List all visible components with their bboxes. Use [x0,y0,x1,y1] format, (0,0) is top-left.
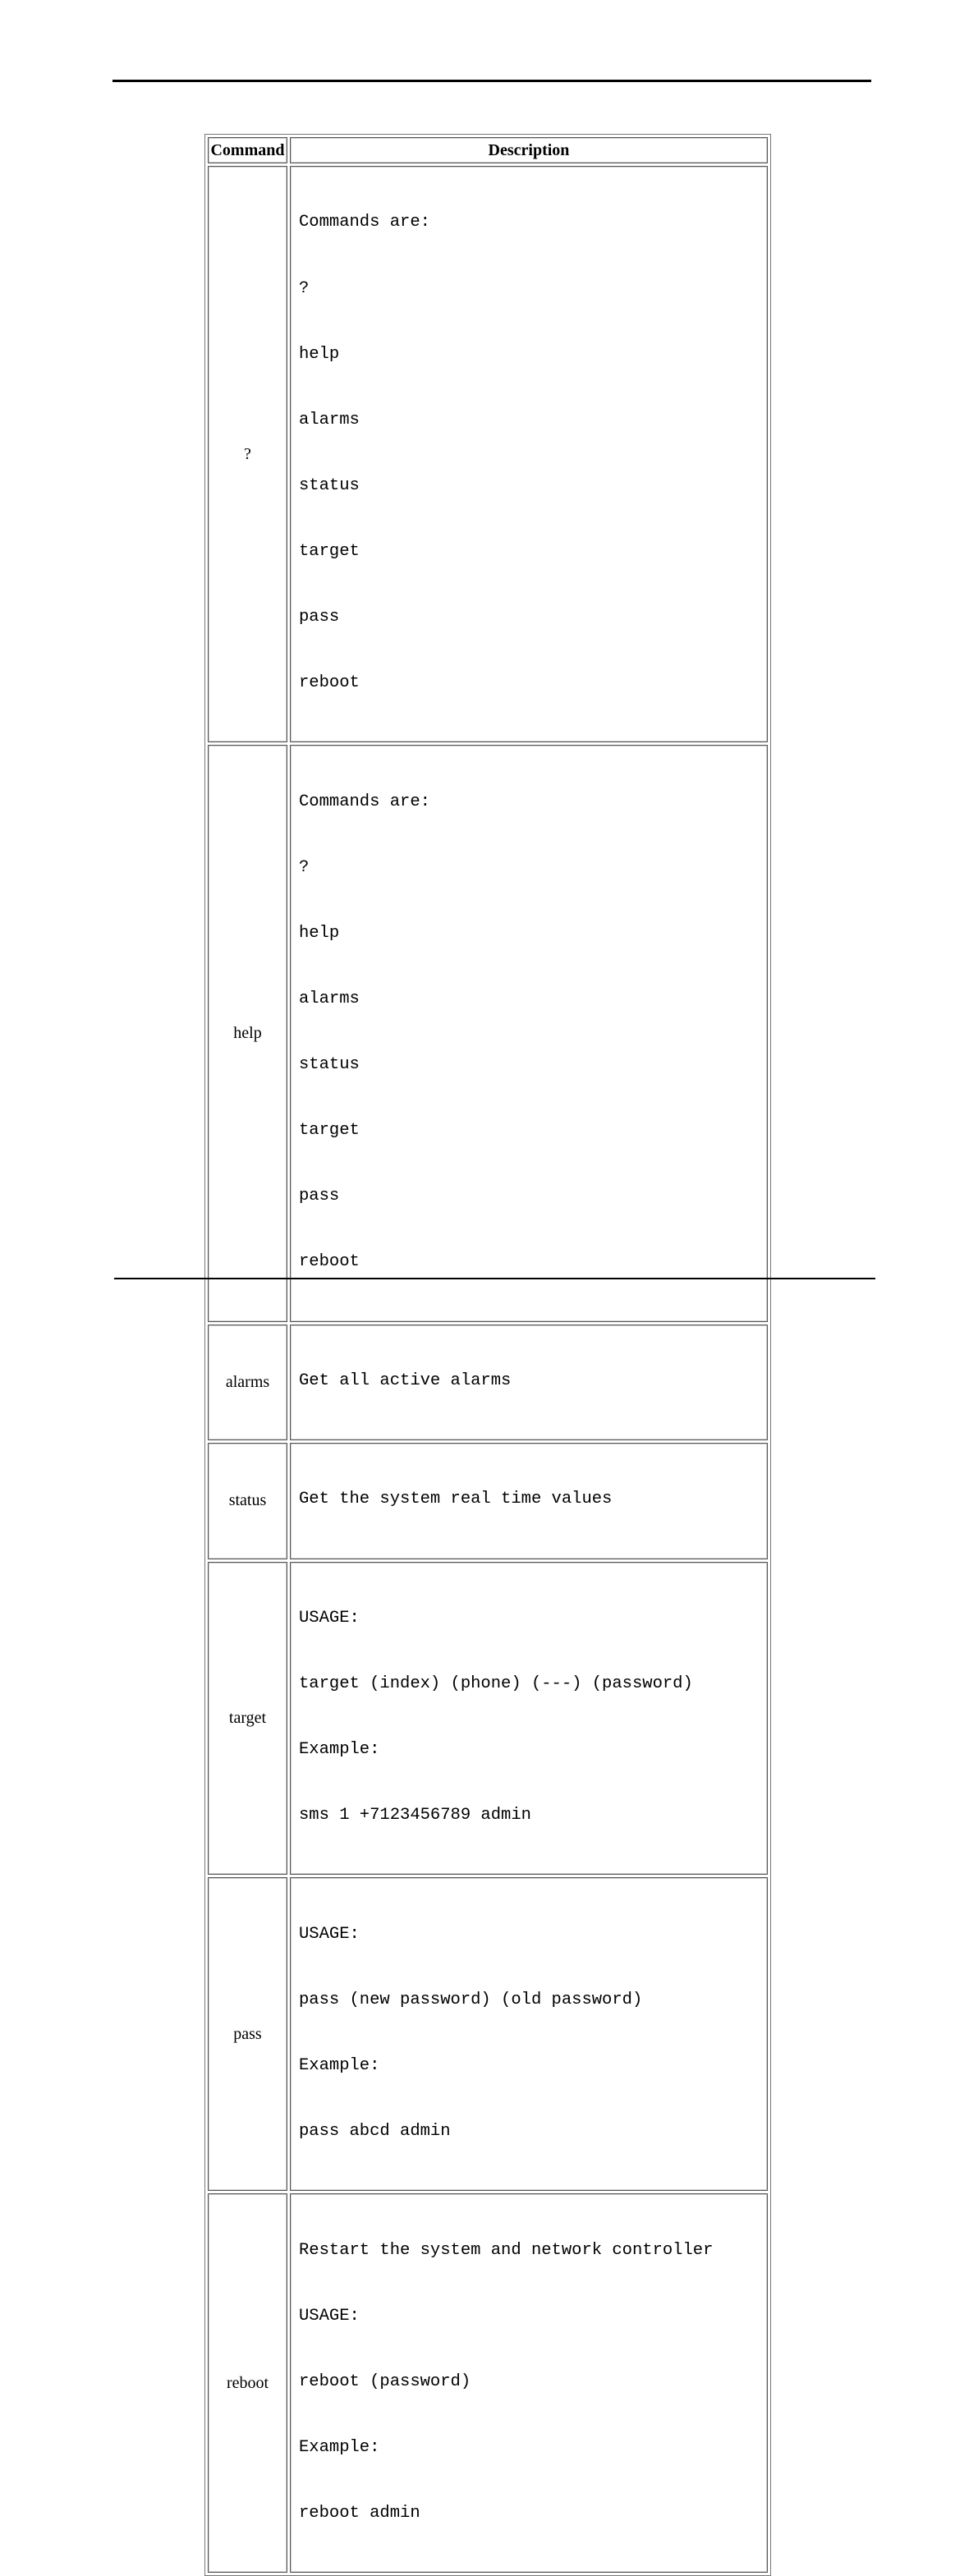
description-column-header: Description [290,137,768,163]
description-line: Example: [299,1740,380,1760]
description-line: target (index) (phone) (---) (password) [299,1674,693,1694]
command-table [204,134,771,2576]
description-line: pass [299,608,340,627]
table-row [208,2193,768,2573]
description-line: Example: [299,2438,380,2458]
description-cell [290,1443,768,1559]
command-cell: target [208,1562,287,1876]
description-line: Get all active alarms [299,1371,512,1390]
description-cell [290,745,768,1321]
description-cell [290,1877,768,2191]
table-row [208,1325,768,1441]
description-cell [290,166,768,742]
command-cell: pass [208,1877,287,2191]
command-cell: alarms [208,1325,287,1441]
command-column-header: Command [208,137,287,163]
description-line: target [299,1121,360,1141]
description-line: target [299,541,360,561]
description-line: Commands are: [299,792,430,811]
description-line: status [299,475,360,495]
description-line: reboot [299,1252,360,1272]
header-rule [112,80,871,82]
command-cell: ? [208,166,287,742]
description-cell [290,1325,768,1441]
description-line: status [299,1055,360,1075]
description-line: ? [299,857,310,877]
description-line: ? [299,278,310,298]
description-line: sms 1 +7123456789 admin [299,1806,531,1825]
footer-rule [114,1278,875,1279]
table-row [208,1877,768,2191]
description-line: help [299,923,340,943]
command-table-container [204,134,771,2576]
description-line: Get the system real time values [299,1490,613,1509]
description-line: alarms [299,990,360,1009]
description-line: pass [299,1187,340,1206]
description-line: pass (new password) (old password) [299,1990,643,2009]
description-cell [290,2193,768,2573]
table-header-row [208,137,768,163]
table-row [208,1562,768,1876]
table-row [208,1443,768,1559]
table-row [208,166,768,742]
description-line: Commands are: [299,213,430,232]
description-line: Restart the system and network controller [299,2240,714,2260]
description-line: reboot (password) [299,2372,471,2391]
description-line: Example: [299,2056,380,2076]
command-cell: help [208,745,287,1321]
command-cell: reboot [208,2193,287,2573]
description-line: USAGE: [299,2306,360,2326]
description-line: pass abcd admin [299,2122,451,2142]
description-line: reboot [299,673,360,693]
description-line: help [299,344,340,364]
description-line: reboot admin [299,2504,420,2523]
description-cell [290,1562,768,1876]
description-line: USAGE: [299,1609,360,1628]
description-line: USAGE: [299,1924,360,1944]
table-row [208,745,768,1321]
description-line: alarms [299,410,360,429]
command-cell: status [208,1443,287,1559]
